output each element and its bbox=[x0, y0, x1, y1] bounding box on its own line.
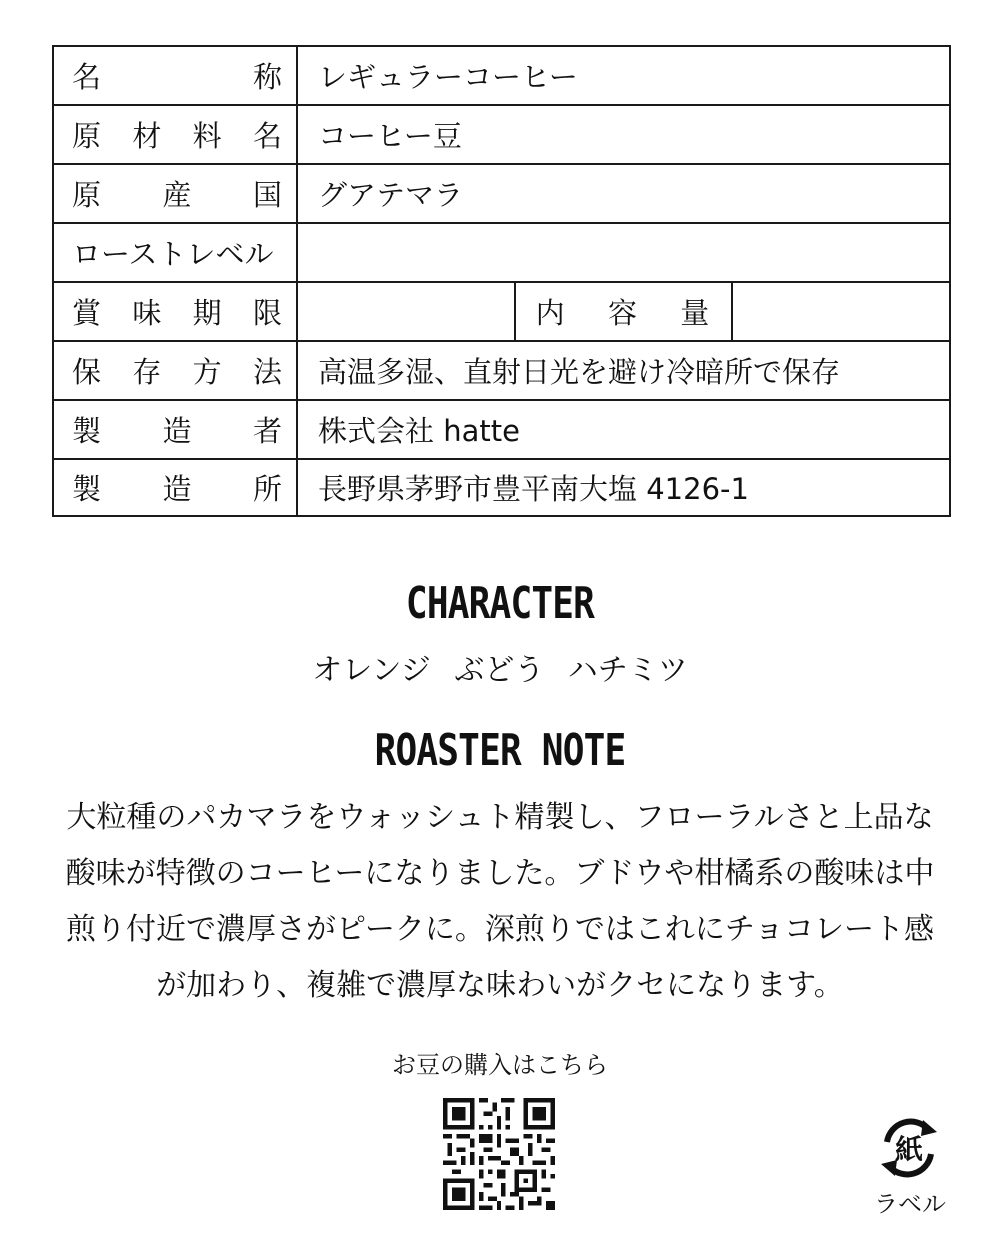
roaster-note-title: ROASTER NOTE bbox=[374, 725, 626, 776]
key-char: 造 bbox=[162, 472, 192, 506]
key-char: 保 bbox=[72, 355, 102, 389]
table-row bbox=[53, 341, 950, 400]
table-row bbox=[53, 400, 950, 459]
key-char: 製 bbox=[72, 414, 102, 448]
row-key bbox=[53, 223, 297, 282]
ingredients-value: コーヒー豆 bbox=[297, 105, 950, 164]
key-char: 製 bbox=[72, 472, 102, 506]
key-char: 称 bbox=[252, 60, 282, 94]
roast-level-label: ローストレベル bbox=[72, 237, 274, 271]
roaster-note-body bbox=[48, 790, 952, 1014]
row-key bbox=[53, 341, 297, 400]
key-char: 存 bbox=[132, 355, 162, 389]
row-key bbox=[53, 282, 297, 341]
key-char: 量 bbox=[680, 296, 710, 330]
key-char: 限 bbox=[252, 296, 282, 330]
key-char: 方 bbox=[192, 355, 222, 389]
note-line: が加わり、複雑で濃厚な味わいがクセになります。 bbox=[156, 968, 844, 1003]
note-line: 酸味が特徴のコーヒーになりました。ブドウや柑橘系の酸味は中 bbox=[65, 856, 935, 891]
note-line: 大粒種のパカマラをウォッシュト精製し、フローラルさと上品な bbox=[66, 800, 934, 835]
key-char: 名 bbox=[72, 60, 102, 94]
qr-code-icon[interactable] bbox=[443, 1098, 555, 1210]
key-char: 料 bbox=[192, 119, 222, 153]
table-row bbox=[53, 164, 950, 223]
table-row bbox=[53, 459, 950, 516]
key-char: 造 bbox=[162, 414, 192, 448]
table-row bbox=[53, 46, 950, 105]
row-key bbox=[53, 164, 297, 223]
key-char: 所 bbox=[252, 472, 282, 506]
key-char: 者 bbox=[252, 414, 282, 448]
recycle-label: ラベル bbox=[874, 1190, 946, 1218]
table-row bbox=[53, 105, 950, 164]
key-char: 賞 bbox=[72, 296, 102, 330]
note-line: 煎り付近で濃厚さがピークに。深煎りではこれにチョコレート感 bbox=[66, 912, 934, 947]
best-before-value bbox=[297, 282, 515, 341]
character-title: CHARACTER bbox=[405, 578, 595, 629]
roast-level-value bbox=[297, 223, 950, 282]
product-info-table bbox=[52, 45, 951, 517]
purchase-text: お豆の購入はこちら bbox=[392, 1051, 608, 1079]
key-char: 内 bbox=[535, 296, 565, 330]
key-char: 法 bbox=[252, 355, 282, 389]
key-char: 容 bbox=[607, 296, 637, 330]
key-char: 国 bbox=[252, 178, 282, 212]
row-key bbox=[515, 282, 733, 341]
row-key bbox=[53, 46, 297, 105]
key-char: 原 bbox=[72, 178, 102, 212]
table-row bbox=[53, 282, 950, 341]
recycle-symbol: 紙 bbox=[894, 1133, 924, 1166]
key-char: 期 bbox=[192, 296, 222, 330]
table-row bbox=[53, 223, 950, 282]
key-char: 材 bbox=[132, 119, 162, 153]
row-key bbox=[53, 400, 297, 459]
storage-value: 高温多湿、直射日光を避け冷暗所で保存 bbox=[297, 341, 950, 400]
paper-recycle-icon bbox=[873, 1112, 945, 1184]
key-char: 原 bbox=[72, 119, 102, 153]
factory-address-value: 長野県茅野市豊平南大塩 4126-1 bbox=[297, 459, 950, 516]
key-char: 名 bbox=[252, 119, 282, 153]
key-char: 産 bbox=[162, 178, 192, 212]
key-char: 味 bbox=[132, 296, 162, 330]
row-key bbox=[53, 459, 297, 516]
origin-value: グアテマラ bbox=[297, 164, 950, 223]
product-name-value: レギュラーコーヒー bbox=[297, 46, 950, 105]
manufacturer-value: 株式会社 hatte bbox=[297, 400, 950, 459]
net-weight-value bbox=[732, 282, 950, 341]
row-key bbox=[53, 105, 297, 164]
character-notes: オレンジ ぶどう ハチミツ bbox=[312, 653, 688, 688]
